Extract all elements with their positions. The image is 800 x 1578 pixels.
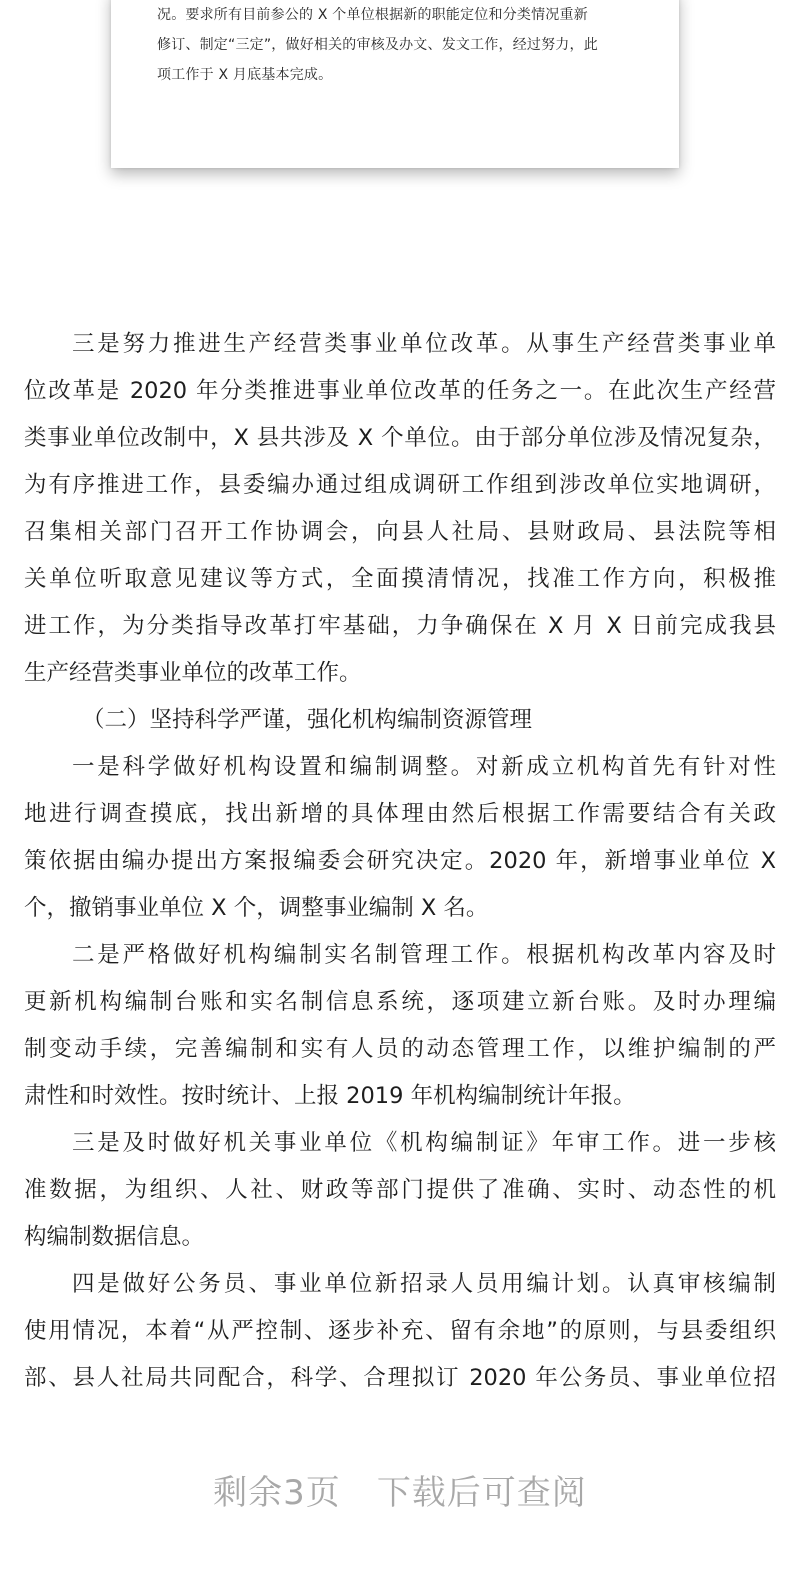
paragraph-line: 关单位听取意见建议等方式，全面摸清情况，找准工作方向，积极推: [24, 566, 776, 592]
card-line: 况。要求所有目前参公的 X 个单位根据新的职能定位和分类情况重新: [157, 7, 588, 23]
previous-page-card: [111, 0, 679, 168]
paragraph-line: 生产经营类事业单位的改革工作。: [24, 660, 362, 686]
paragraph-line: 四是做好公务员、事业单位新招录人员用编计划。认真审核编制: [72, 1271, 776, 1297]
card-text: [157, 0, 647, 90]
paragraph-line: 更新机构编制台账和实名制信息系统，逐项建立新台账。及时办理编: [24, 989, 776, 1015]
paragraph-line: 三是及时做好机关事业单位《机构编制证》年审工作。进一步核: [72, 1130, 776, 1156]
paragraph-line: 二是严格做好机构编制实名制管理工作。根据机构改革内容及时: [72, 942, 776, 968]
paragraph-line: 地进行调查摸底，找出新增的具体理由然后根据工作需要结合有关政: [24, 801, 776, 827]
paragraph-line: 位改革是 2020 年分类推进事业单位改革的任务之一。在此次生产经营: [24, 378, 776, 404]
card-line: 修订、制定“三定”，做好相关的审核及办文、发文工作，经过努力，此: [157, 37, 598, 53]
remaining-pages-label: 剩余3页: [213, 1473, 341, 1513]
body-text: [24, 321, 776, 1402]
paragraph-line: 为有序推进工作，县委编办通过组成调研工作组到涉改单位实地调研，: [24, 472, 776, 498]
paragraph-line: 构编制数据信息。: [24, 1224, 205, 1250]
paragraph-line: 使用情况，本着“从严控制、逐步补充、留有余地”的原则，与县委组织: [24, 1318, 776, 1344]
paragraph-line: 肃性和时效性。按时统计、上报 2019 年机构编制统计年报。: [24, 1083, 636, 1109]
paragraph-line: 制变动手续，完善编制和实有人员的动态管理工作，以维护编制的严: [24, 1036, 776, 1062]
paragraph-line: 类事业单位改制中，X 县共涉及 X 个单位。由于部分单位涉及情况复杂，: [24, 425, 776, 451]
paragraph-line: 个，撤销事业单位 X 个，调整事业编制 X 名。: [24, 895, 489, 921]
section-heading: （二）坚持科学严谨，强化机构编制资源管理: [82, 707, 533, 733]
card-line: 项工作于 X 月底基本完成。: [157, 67, 333, 83]
paragraph-line: 一是科学做好机构设置和编制调整。对新成立机构首先有针对性: [72, 754, 776, 780]
paragraph-line: 三是努力推进生产经营类事业单位改革。从事生产经营类事业单: [72, 331, 776, 357]
paragraph-line: 准数据，为组织、人社、财政等部门提供了准确、实时、动态性的机: [24, 1177, 776, 1203]
download-to-view-label: 下载后可查阅: [376, 1473, 587, 1513]
paragraph-line: 进工作，为分类指导改革打牢基础，力争确保在 X 月 X 日前完成我县: [24, 613, 776, 639]
paragraph-line: 部、县人社局共同配合，科学、合理拟订 2020 年公务员、事业单位招: [24, 1365, 776, 1391]
paragraph-line: 策依据由编办提出方案报编委会研究决定。2020 年，新增事业单位 X: [24, 848, 776, 874]
download-prompt[interactable]: [0, 1465, 800, 1514]
paragraph-line: 召集相关部门召开工作协调会，向县人社局、县财政局、县法院等相: [24, 519, 776, 545]
